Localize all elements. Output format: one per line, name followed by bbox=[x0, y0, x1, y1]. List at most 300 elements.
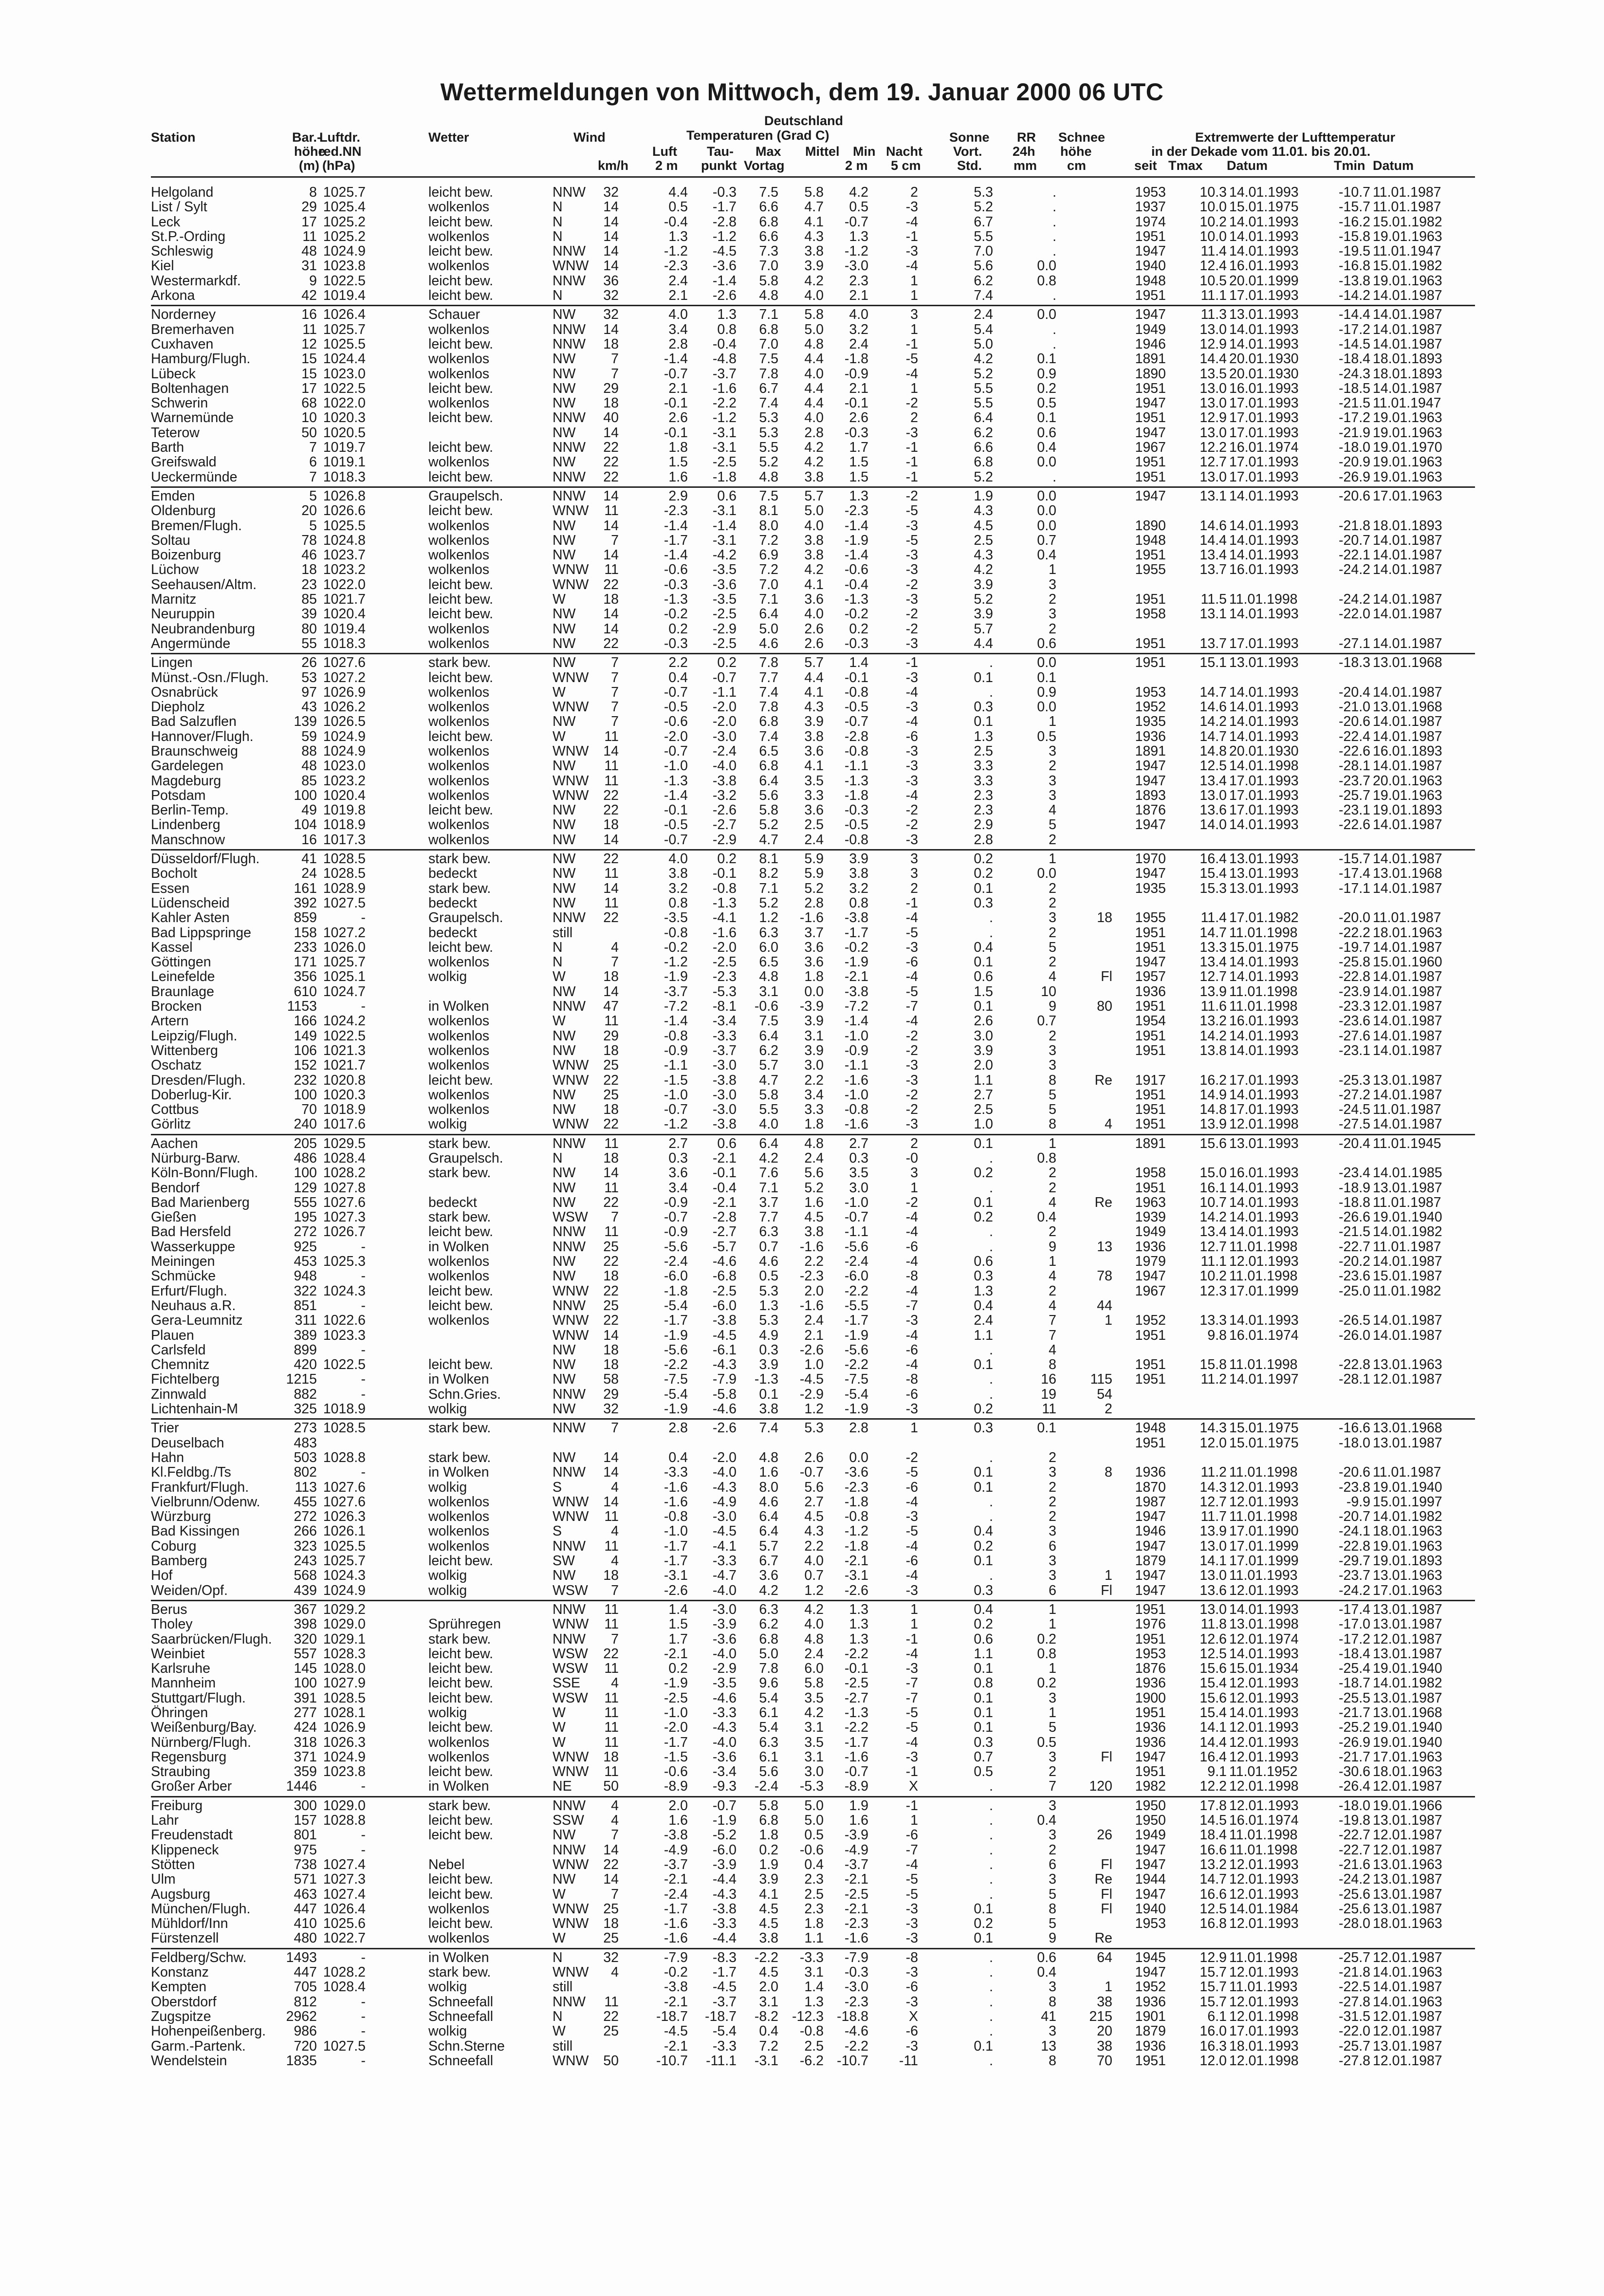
table-row bbox=[151, 274, 1475, 288]
table-row bbox=[151, 940, 1475, 955]
dew-point: -2.5 bbox=[712, 1283, 737, 1299]
station-name: Nürburg-Barw. bbox=[151, 1150, 240, 1166]
wind-speed: 14 bbox=[603, 1494, 619, 1510]
dew-point: -5.2 bbox=[712, 1827, 737, 1843]
weather: wolkenlos bbox=[428, 1254, 490, 1270]
tmin-date: 18.01.1893 bbox=[1373, 518, 1442, 534]
table-row bbox=[151, 817, 1475, 832]
temp-max: 5.2 bbox=[759, 895, 778, 911]
weather: Schneefall bbox=[428, 1994, 494, 2010]
tmin-date: 15.01.1960 bbox=[1373, 954, 1442, 970]
table-row bbox=[151, 910, 1475, 925]
wind-speed: 11 bbox=[604, 1690, 619, 1706]
precipitation: 0.4 bbox=[1037, 547, 1056, 563]
temp-2m: 0.8 bbox=[668, 895, 688, 911]
precipitation: 7 bbox=[1049, 1778, 1056, 1795]
temp-mean: 5.8 bbox=[804, 307, 824, 323]
wind-direction: N bbox=[553, 228, 563, 244]
tmin-date: 19.01.1963 bbox=[1373, 410, 1442, 426]
dew-point: -3.4 bbox=[712, 1013, 737, 1029]
temp-min: -1.8 bbox=[844, 1494, 868, 1510]
wind-speed: 11 bbox=[604, 1601, 619, 1617]
temp-2m: 1.8 bbox=[668, 440, 688, 456]
pressure: - bbox=[361, 2008, 366, 2024]
tmax: 13.0 bbox=[1199, 380, 1227, 396]
dew-point: -4.3 bbox=[712, 1479, 737, 1495]
tmax: 12.3 bbox=[1199, 1283, 1227, 1299]
table-row bbox=[151, 1902, 1475, 1916]
barometer-height: 80 bbox=[301, 621, 317, 637]
station-name: Carlsfeld bbox=[151, 1342, 206, 1358]
pressure: 1022.6 bbox=[323, 1313, 366, 1329]
wind-speed: 22 bbox=[603, 1116, 619, 1132]
temp-2m: -0.3 bbox=[664, 576, 688, 593]
tmax-date: 14.01.1993 bbox=[1229, 1042, 1299, 1058]
pressure: 1028.9 bbox=[323, 880, 366, 896]
barometer-height: 486 bbox=[294, 1150, 317, 1166]
since-year: 1951 bbox=[1135, 380, 1166, 396]
tmin-date: 18.01.1963 bbox=[1373, 925, 1442, 941]
tmin: -27.8 bbox=[1339, 1994, 1370, 2010]
pressure: - bbox=[361, 999, 366, 1015]
tmax-date: 14.01.1993 bbox=[1229, 1646, 1299, 1662]
wind-speed: 11 bbox=[604, 562, 619, 578]
temp-night-5cm: -7 bbox=[905, 999, 918, 1015]
precipitation: 3 bbox=[1049, 1523, 1056, 1539]
temp-mean: 4.8 bbox=[804, 336, 824, 352]
temp-min: -1.9 bbox=[844, 954, 868, 970]
dew-point: -3.7 bbox=[712, 1042, 737, 1058]
pressure: 1020.4 bbox=[323, 787, 366, 803]
since-year: 1951 bbox=[1135, 1087, 1166, 1103]
since-year: 1947 bbox=[1135, 1886, 1166, 1902]
station-name: Zinnwald bbox=[151, 1386, 207, 1402]
temp-night-5cm: 2 bbox=[910, 1135, 918, 1151]
snow-depth: Re bbox=[1094, 1194, 1112, 1210]
wind-speed: 4 bbox=[611, 1479, 619, 1495]
barometer-height: 50 bbox=[301, 425, 317, 441]
table-row bbox=[151, 1284, 1475, 1298]
precipitation: . bbox=[1052, 336, 1056, 352]
table-row bbox=[151, 1224, 1475, 1239]
station-name: Boizenburg bbox=[151, 547, 221, 563]
barometer-height: 100 bbox=[294, 1675, 317, 1691]
tmax-date: 17.01.1993 bbox=[1229, 425, 1299, 441]
temp-max: 6.7 bbox=[759, 1553, 778, 1569]
sunshine: 0.1 bbox=[974, 1720, 993, 1736]
since-year: 1946 bbox=[1135, 336, 1166, 352]
temp-min: -5.6 bbox=[844, 1342, 868, 1358]
precipitation: 2 bbox=[1049, 1842, 1056, 1858]
tmin: -10.7 bbox=[1339, 185, 1370, 200]
tmin-date: 12.01.1987 bbox=[1373, 1949, 1442, 1965]
temp-max: 7.8 bbox=[759, 699, 778, 715]
precipitation: 2 bbox=[1049, 1224, 1056, 1240]
since-year: 1951 bbox=[1135, 228, 1166, 244]
pressure: 1019.1 bbox=[323, 454, 366, 470]
temp-2m: -1.2 bbox=[664, 954, 688, 970]
dew-point: -3.8 bbox=[712, 773, 737, 789]
temp-max: 6.8 bbox=[759, 758, 778, 774]
precipitation: 3 bbox=[1049, 910, 1056, 926]
wind-speed: 7 bbox=[611, 1631, 619, 1647]
temp-max: 5.8 bbox=[759, 1797, 778, 1814]
temp-mean: 3.1 bbox=[804, 1720, 824, 1736]
tmax-date: 13.01.1998 bbox=[1229, 1616, 1299, 1632]
temp-max: 5.8 bbox=[759, 273, 778, 289]
dew-point: -6.0 bbox=[712, 1842, 737, 1858]
station-name: Trier bbox=[151, 1420, 179, 1436]
temp-2m: -4.9 bbox=[664, 1842, 688, 1858]
temp-min: -3.8 bbox=[844, 983, 868, 1000]
pressure: 1026.3 bbox=[323, 1734, 366, 1750]
temp-night-5cm: -2 bbox=[905, 817, 918, 833]
wind-direction: WNW bbox=[553, 1749, 589, 1765]
temp-night-5cm: -1 bbox=[905, 336, 918, 352]
wind-direction: NW bbox=[553, 714, 576, 730]
temp-2m: 3.8 bbox=[668, 866, 688, 882]
table-row bbox=[151, 1583, 1475, 1598]
weather: wolkig bbox=[428, 969, 467, 985]
temp-max: 5.5 bbox=[759, 440, 778, 456]
temp-min: 3.9 bbox=[849, 851, 868, 867]
wind-direction: still bbox=[553, 2038, 573, 2054]
pressure: 1025.5 bbox=[323, 518, 366, 534]
precipitation: 9 bbox=[1049, 1239, 1056, 1255]
temp-mean: 4.3 bbox=[804, 699, 824, 715]
temp-night-5cm: -8 bbox=[905, 1268, 918, 1284]
temp-min: -1.1 bbox=[844, 1224, 868, 1240]
temp-2m: -1.4 bbox=[664, 547, 688, 563]
temp-2m: -2.3 bbox=[664, 258, 688, 274]
temp-mean: 1.6 bbox=[804, 1194, 824, 1210]
sunshine: . bbox=[989, 1871, 993, 1888]
since-year: 1947 bbox=[1135, 773, 1166, 789]
precipitation: 1 bbox=[1049, 1616, 1056, 1632]
pressure: 1018.9 bbox=[323, 1102, 366, 1118]
tmin-date: 11.01.1987 bbox=[1373, 1102, 1441, 1118]
temp-min: -2.3 bbox=[844, 1916, 868, 1932]
temp-mean: 3.9 bbox=[804, 258, 824, 274]
tmin: -18.4 bbox=[1339, 351, 1370, 367]
dew-point: -4.4 bbox=[712, 1871, 737, 1888]
since-year: 1948 bbox=[1135, 1420, 1166, 1436]
wind-speed: 7 bbox=[611, 1209, 619, 1225]
temp-night-5cm: -2 bbox=[905, 621, 918, 637]
snow-depth: 1 bbox=[1105, 1568, 1112, 1584]
barometer-height: 2962 bbox=[286, 2008, 317, 2024]
header-min-2m: 2 m bbox=[845, 158, 868, 173]
weather: leicht bew. bbox=[428, 1871, 494, 1888]
tmax: 12.9 bbox=[1199, 336, 1227, 352]
tmin: -14.2 bbox=[1339, 288, 1370, 304]
tmax: 16.1 bbox=[1199, 1180, 1227, 1196]
temp-night-5cm: -4 bbox=[905, 1224, 918, 1240]
wind-direction: NNW bbox=[553, 488, 586, 504]
temp-mean: 3.8 bbox=[804, 469, 824, 485]
temp-2m: 2.6 bbox=[668, 410, 688, 426]
sunshine: . bbox=[989, 1949, 993, 1965]
since-year: 1900 bbox=[1135, 1690, 1166, 1706]
temp-night-5cm: -4 bbox=[905, 1494, 918, 1510]
tmax-date: 12.01.1993 bbox=[1229, 1871, 1299, 1888]
wind-speed: 7 bbox=[611, 1886, 619, 1902]
sunshine: 5.2 bbox=[974, 199, 993, 215]
sunshine: 0.3 bbox=[974, 1268, 993, 1284]
wind-speed: 29 bbox=[603, 1386, 619, 1402]
since-year: 1957 bbox=[1135, 969, 1166, 985]
wind-direction: WNW bbox=[553, 1327, 589, 1343]
temp-min: -1.1 bbox=[844, 1057, 868, 1074]
tmin-date: 19.01.1963 bbox=[1373, 1538, 1442, 1554]
precipitation: 4 bbox=[1049, 1268, 1056, 1284]
temp-2m: -7.2 bbox=[664, 999, 688, 1015]
pressure: 1023.0 bbox=[323, 758, 366, 774]
barometer-height: 113 bbox=[295, 1479, 317, 1495]
barometer-height: 68 bbox=[301, 395, 317, 411]
temp-night-5cm: -5 bbox=[905, 1871, 918, 1888]
tmax-date: 17.01.1993 bbox=[1229, 288, 1299, 304]
station-name: Wasserkuppe bbox=[151, 1239, 236, 1255]
since-year: 1936 bbox=[1135, 728, 1166, 744]
pressure: - bbox=[361, 1268, 366, 1284]
wind-direction: NW bbox=[553, 1165, 576, 1181]
wind-direction: WNW bbox=[553, 1283, 589, 1299]
temp-min: -7.9 bbox=[844, 1949, 868, 1965]
temp-2m: -2.5 bbox=[664, 1690, 688, 1706]
station-name: Oldenburg bbox=[151, 503, 216, 519]
temp-night-5cm: -3 bbox=[905, 669, 918, 685]
temp-night-5cm: -3 bbox=[905, 1964, 918, 1981]
sunshine: 5.4 bbox=[974, 321, 993, 337]
precipitation: 6 bbox=[1049, 1582, 1056, 1598]
temp-min: -7.5 bbox=[844, 1371, 868, 1388]
precipitation: 6 bbox=[1049, 1856, 1056, 1872]
temp-max: 6.4 bbox=[759, 1509, 778, 1525]
temp-mean: 0.7 bbox=[804, 1568, 824, 1584]
table-row bbox=[151, 1872, 1475, 1887]
station-name: Nürnberg/Flugh. bbox=[151, 1734, 251, 1750]
tmax-date: 12.01.1998 bbox=[1229, 2008, 1299, 2024]
wind-speed: 11 bbox=[604, 503, 619, 519]
weather: stark bew. bbox=[428, 1797, 491, 1814]
temp-night-5cm: -4 bbox=[905, 258, 918, 274]
wind-direction: NW bbox=[553, 1371, 576, 1388]
temp-night-5cm: 1 bbox=[910, 380, 918, 396]
sunshine: . bbox=[989, 1964, 993, 1981]
barometer-height: 986 bbox=[294, 2023, 317, 2039]
pressure: 1024.9 bbox=[323, 743, 366, 759]
pressure: 1019.4 bbox=[323, 288, 366, 304]
temp-min: -1.1 bbox=[844, 758, 868, 774]
snow-depth: 1 bbox=[1105, 1979, 1112, 1995]
temp-2m: -2.0 bbox=[664, 728, 688, 744]
since-year: 1982 bbox=[1135, 1778, 1166, 1795]
tmax: 13.6 bbox=[1199, 802, 1227, 818]
station-name: Barth bbox=[151, 440, 184, 456]
temp-night-5cm: 1 bbox=[910, 1601, 918, 1617]
dew-point: -3.5 bbox=[712, 562, 737, 578]
tmax: 13.4 bbox=[1199, 773, 1227, 789]
pressure: 1024.3 bbox=[323, 1568, 366, 1584]
temp-min: -1.2 bbox=[844, 243, 868, 259]
dew-point: -6.0 bbox=[712, 1297, 737, 1314]
since-year: 1974 bbox=[1135, 214, 1166, 230]
precipitation: 3 bbox=[1049, 1568, 1056, 1584]
sunshine: 0.3 bbox=[974, 1420, 993, 1436]
weather: leicht bew. bbox=[428, 802, 494, 818]
temp-max: 5.0 bbox=[759, 621, 778, 637]
tmin: -27.5 bbox=[1339, 1116, 1370, 1132]
precipitation: 0.2 bbox=[1037, 380, 1056, 396]
table-row bbox=[151, 670, 1475, 685]
dew-point: -2.4 bbox=[712, 743, 737, 759]
station-name: Bocholt bbox=[151, 866, 198, 882]
tmax-date: 11.01.1998 bbox=[1229, 592, 1298, 608]
tmin-date: 11.01.1987 bbox=[1373, 1464, 1441, 1481]
dew-point: -0.1 bbox=[712, 1165, 737, 1181]
table-row bbox=[151, 1387, 1475, 1402]
wind-speed: 22 bbox=[603, 469, 619, 485]
temp-mean: 2.2 bbox=[804, 1072, 824, 1088]
wind-speed: 11 bbox=[604, 773, 619, 789]
weather: leicht bew. bbox=[428, 336, 494, 352]
temp-2m: 1.7 bbox=[668, 1631, 688, 1647]
header-sonne-1: Sonne bbox=[949, 130, 990, 145]
barometer-height: 371 bbox=[294, 1749, 317, 1765]
tmin: -21.0 bbox=[1339, 699, 1370, 715]
tmax-date: 14.01.1993 bbox=[1229, 1180, 1299, 1196]
wind-speed: 7 bbox=[611, 714, 619, 730]
station-name: Frankfurt/Flugh. bbox=[151, 1479, 249, 1495]
snow-depth: 20 bbox=[1097, 2023, 1112, 2039]
wind-speed: 18 bbox=[603, 1357, 619, 1373]
tmax-date: 12.01.1993 bbox=[1229, 1749, 1299, 1765]
temp-mean: 4.2 bbox=[804, 1704, 824, 1721]
weather: bedeckt bbox=[428, 895, 477, 911]
temp-mean: 4.2 bbox=[804, 440, 824, 456]
temp-mean: 2.7 bbox=[804, 1494, 824, 1510]
temp-mean: 0.4 bbox=[804, 1856, 824, 1872]
tmin: -20.6 bbox=[1339, 488, 1370, 504]
tmax-date: 12.01.1993 bbox=[1229, 1964, 1299, 1981]
tmax-date: 11.01.1998 bbox=[1229, 1268, 1298, 1284]
temp-mean: 4.0 bbox=[804, 410, 824, 426]
temp-max: -1.3 bbox=[754, 1371, 778, 1388]
pressure: 1025.7 bbox=[323, 321, 366, 337]
sunshine: 0.1 bbox=[974, 714, 993, 730]
since-year: 1951 bbox=[1135, 1435, 1166, 1451]
sunshine: 0.1 bbox=[974, 1194, 993, 1210]
tmax: 14.7 bbox=[1199, 1871, 1227, 1888]
temp-mean: -3.9 bbox=[799, 999, 824, 1015]
barometer-height: 18 bbox=[301, 562, 317, 578]
barometer-height: 453 bbox=[294, 1254, 317, 1270]
precipitation: 3 bbox=[1049, 2023, 1056, 2039]
wind-direction: NNW bbox=[553, 336, 586, 352]
temp-min: -7.2 bbox=[844, 999, 868, 1015]
temp-mean: -5.3 bbox=[799, 1778, 824, 1795]
temp-2m: -1.1 bbox=[664, 1057, 688, 1074]
since-year: 1879 bbox=[1135, 1553, 1166, 1569]
temp-max: 4.6 bbox=[759, 1254, 778, 1270]
tmin: -20.4 bbox=[1339, 684, 1370, 700]
temp-2m: 2.8 bbox=[668, 1420, 688, 1436]
sunshine: 0.2 bbox=[974, 1538, 993, 1554]
snow-depth: Fl bbox=[1101, 1749, 1112, 1765]
pressure: 1020.3 bbox=[323, 1087, 366, 1103]
tmin-date: 13.01.1968 bbox=[1373, 866, 1442, 882]
pressure: 1025.7 bbox=[323, 954, 366, 970]
temp-2m: 1.6 bbox=[668, 469, 688, 485]
tmin: -27.6 bbox=[1339, 1028, 1370, 1044]
barometer-height: 100 bbox=[294, 1087, 317, 1103]
weather: wolkenlos bbox=[428, 743, 490, 759]
precipitation: . bbox=[1052, 243, 1056, 259]
wind-speed: 7 bbox=[611, 1582, 619, 1598]
dew-point: -6.1 bbox=[712, 1342, 737, 1358]
sunshine: . bbox=[989, 1386, 993, 1402]
temp-min: 0.8 bbox=[849, 895, 868, 911]
temp-min: -2.7 bbox=[844, 1690, 868, 1706]
tmax: 12.9 bbox=[1199, 1949, 1227, 1965]
precipitation: 1 bbox=[1049, 1254, 1056, 1270]
temp-night-5cm: -2 bbox=[905, 1087, 918, 1103]
temp-max: 7.8 bbox=[759, 366, 778, 382]
temp-mean: 4.4 bbox=[804, 669, 824, 685]
temp-night-5cm: -1 bbox=[905, 1797, 918, 1814]
tmin-date: 19.01.1940 bbox=[1373, 1661, 1442, 1677]
tmin: -25.7 bbox=[1339, 2038, 1370, 2054]
temp-night-5cm: -6 bbox=[905, 1386, 918, 1402]
weather: leicht bew. bbox=[428, 1690, 494, 1706]
table-row bbox=[151, 1509, 1475, 1524]
tmax: 12.7 bbox=[1199, 1494, 1227, 1510]
station-name: Westermarkdf. bbox=[151, 273, 241, 289]
pressure: 1024.3 bbox=[323, 1283, 366, 1299]
sunshine: . bbox=[989, 2023, 993, 2039]
tmin-date: 11.01.1987 bbox=[1373, 910, 1441, 926]
wind-speed: 11 bbox=[604, 728, 619, 744]
tmin-date: 14.01.1987 bbox=[1373, 983, 1442, 1000]
temp-mean: 3.9 bbox=[804, 1042, 824, 1058]
wind-direction: W bbox=[553, 1720, 566, 1736]
station-name: Seehausen/Altm. bbox=[151, 576, 257, 593]
tmin: -21.9 bbox=[1339, 425, 1370, 441]
dew-point: 0.6 bbox=[717, 488, 737, 504]
temp-mean: 3.0 bbox=[804, 1764, 824, 1780]
dew-point: -2.6 bbox=[712, 288, 737, 304]
tmax: 13.1 bbox=[1199, 606, 1227, 622]
tmax: 14.3 bbox=[1199, 1420, 1227, 1436]
wind-direction: N bbox=[553, 954, 563, 970]
wind-speed: 11 bbox=[604, 1720, 619, 1736]
weather: stark bew. bbox=[428, 1209, 491, 1225]
since-year: 1947 bbox=[1135, 866, 1166, 882]
temp-night-5cm: 1 bbox=[910, 273, 918, 289]
station-name: Lahr bbox=[151, 1813, 179, 1829]
wind-speed: 18 bbox=[603, 1916, 619, 1932]
table-row bbox=[151, 1691, 1475, 1705]
temp-max: 0.7 bbox=[759, 1239, 778, 1255]
temp-min: -10.7 bbox=[837, 2053, 868, 2069]
barometer-height: 100 bbox=[294, 1165, 317, 1181]
table-row bbox=[151, 1402, 1475, 1416]
tmax: 13.7 bbox=[1199, 635, 1227, 651]
snow-depth: Re bbox=[1094, 1871, 1112, 1888]
since-year: 1951 bbox=[1135, 655, 1166, 671]
since-year: 1893 bbox=[1135, 787, 1166, 803]
